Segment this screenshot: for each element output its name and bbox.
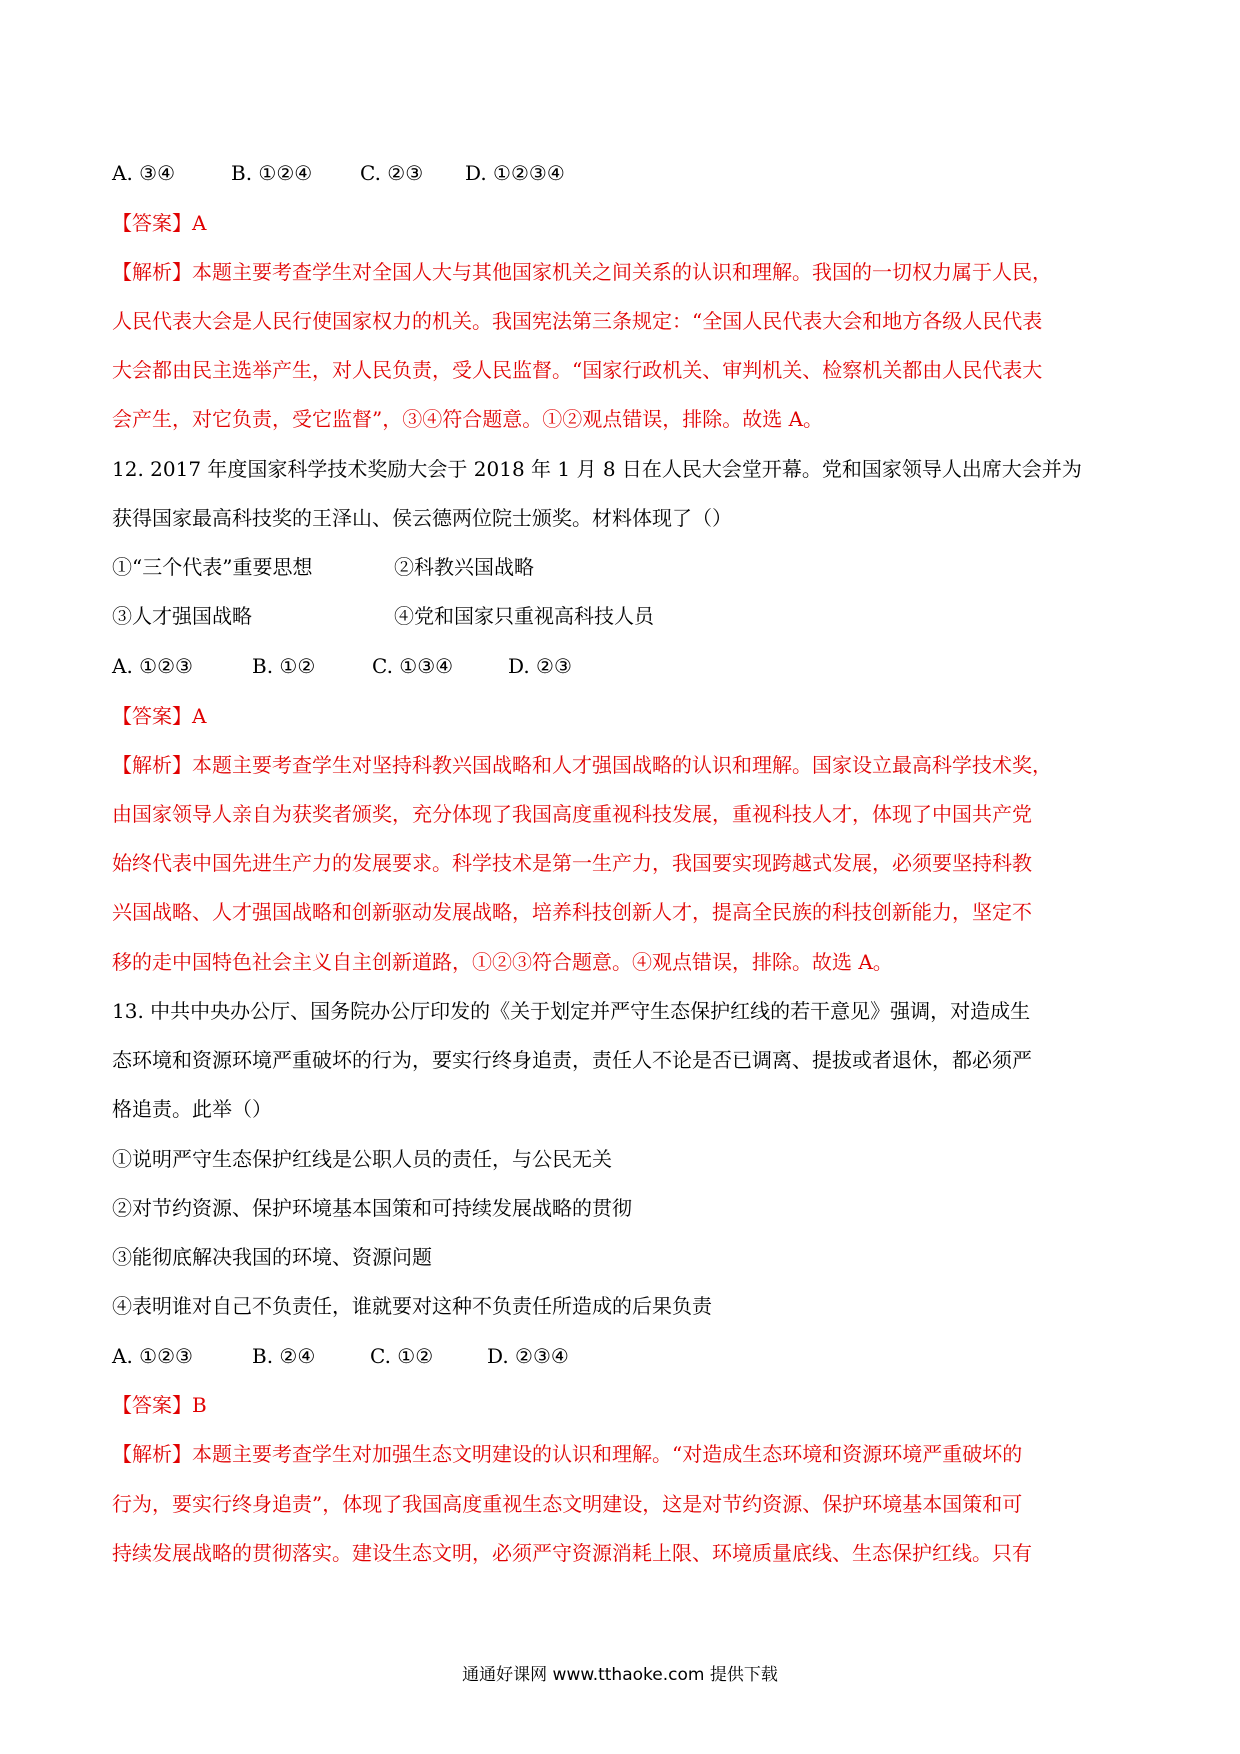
q13-item: ③能彻底解决我国的环境、资源问题 bbox=[112, 1245, 432, 1269]
q11-answer: 【答案】A bbox=[112, 211, 207, 235]
q13-option-c: C. ①② bbox=[370, 1344, 434, 1368]
q12-stem-line: 12. 2017 年度国家科学技术奖励大会于 2018 年 1 月 8 日在人民大会堂开幕。党和国家领导人出席大会并为 bbox=[112, 457, 1082, 481]
q12-option-c: C. ①③④ bbox=[372, 654, 454, 678]
q11-analysis-line: 人民代表大会是人民行使国家权力的机关。我国宪法第三条规定：“全国人民代表大会和地方各级人民代表 bbox=[112, 309, 1043, 333]
q13-answer: 【答案】B bbox=[112, 1393, 207, 1417]
q12-items-row bbox=[112, 602, 654, 630]
q12-analysis-line: 始终代表中国先进生产力的发展要求。科学技术是第一生产力，我国要实现跨越式发展，必须要坚持科教 bbox=[112, 851, 1032, 875]
q12-analysis-line: 移的走中国特色社会主义自主创新道路，①②③符合题意。④观点错误，排除。故选 A。 bbox=[112, 950, 893, 974]
q12-item: ③人才强国战略 bbox=[112, 604, 252, 628]
q13-option-d: D. ②③④ bbox=[487, 1344, 569, 1368]
q12-option-d: D. ②③ bbox=[508, 654, 572, 678]
q11-option-d: D. ①②③④ bbox=[465, 161, 565, 185]
q11-option-a: A. ③④ bbox=[112, 161, 176, 185]
q13-analysis-line: 行为，要实行终身追责”，体现了我国高度重视生态文明建设，这是对节约资源、保护环境基本国策和可 bbox=[112, 1492, 1023, 1516]
q12-stem-line: 获得国家最高科技奖的王泽山、侯云德两位院士颁奖。材料体现了（） bbox=[112, 506, 732, 530]
q13-stem-line: 13. 中共中央办公厅、国务院办公厅印发的《关于划定并严守生态保护红线的若干意见》强调，对造成生 bbox=[112, 999, 1031, 1023]
q12-option-a: A. ①②③ bbox=[112, 654, 193, 678]
q12-option-b: B. ①② bbox=[252, 654, 316, 678]
q12-item: ②科教兴国战略 bbox=[394, 555, 534, 579]
q13-item: ④表明谁对自己不负责任，谁就要对这种不负责任所造成的后果负责 bbox=[112, 1294, 712, 1318]
q11-options bbox=[112, 159, 565, 187]
q11-analysis-line: 会产生，对它负责，受它监督”，③④符合题意。①②观点错误，排除。故选 A。 bbox=[112, 407, 824, 431]
q11-option-b: B. ①②④ bbox=[231, 161, 313, 185]
q11-option-c: C. ②③ bbox=[360, 161, 424, 185]
q11-analysis-line: 大会都由民主选举产生，对人民负责，受人民监督。“国家行政机关、审判机关、检察机关都由人民代表大 bbox=[112, 358, 1043, 382]
q12-analysis-line: 由国家领导人亲自为获奖者颁奖，充分体现了我国高度重视科技发展，重视科技人才，体现了中国共产党 bbox=[112, 802, 1032, 826]
q11-analysis-line: 【解析】本题主要考查学生对全国人大与其他国家机关之间关系的认识和理解。我国的一切权力属于人民， bbox=[112, 260, 1052, 284]
q13-options bbox=[112, 1342, 569, 1370]
q12-item: ④党和国家只重视高科技人员 bbox=[394, 604, 654, 628]
q13-option-b: B. ②④ bbox=[252, 1344, 316, 1368]
q13-option-a: A. ①②③ bbox=[112, 1344, 193, 1368]
q12-item: ①“三个代表”重要思想 bbox=[112, 555, 313, 579]
page-footer: 通通好课网 www.tthaoke.com 提供下载 bbox=[462, 1665, 778, 1685]
q13-stem-line: 态环境和资源环境严重破坏的行为，要实行终身追责，责任人不论是否已调离、提拔或者退休，都必须严 bbox=[112, 1048, 1032, 1072]
q13-item: ②对节约资源、保护环境基本国策和可持续发展战略的贯彻 bbox=[112, 1196, 632, 1220]
q12-options bbox=[112, 652, 572, 680]
q12-answer: 【答案】A bbox=[112, 704, 207, 728]
q12-items-row bbox=[112, 553, 534, 581]
q12-analysis-line: 【解析】本题主要考查学生对坚持科教兴国战略和人才强国战略的认识和理解。国家设立最高科学技术奖， bbox=[112, 753, 1052, 777]
q13-item: ①说明严守生态保护红线是公职人员的责任，与公民无关 bbox=[112, 1147, 612, 1171]
q12-analysis-line: 兴国战略、人才强国战略和创新驱动发展战略，培养科技创新人才，提高全民族的科技创新能力，坚定不 bbox=[112, 900, 1032, 924]
q13-analysis-line: 【解析】本题主要考查学生对加强生态文明建设的认识和理解。“对造成生态环境和资源环境严重破坏的 bbox=[112, 1442, 1023, 1466]
q13-analysis-line: 持续发展战略的贯彻落实。建设生态文明，必须严守资源消耗上限、环境质量底线、生态保护红线。只有 bbox=[112, 1541, 1032, 1565]
q13-stem-line: 格追责。此举（） bbox=[112, 1097, 272, 1121]
